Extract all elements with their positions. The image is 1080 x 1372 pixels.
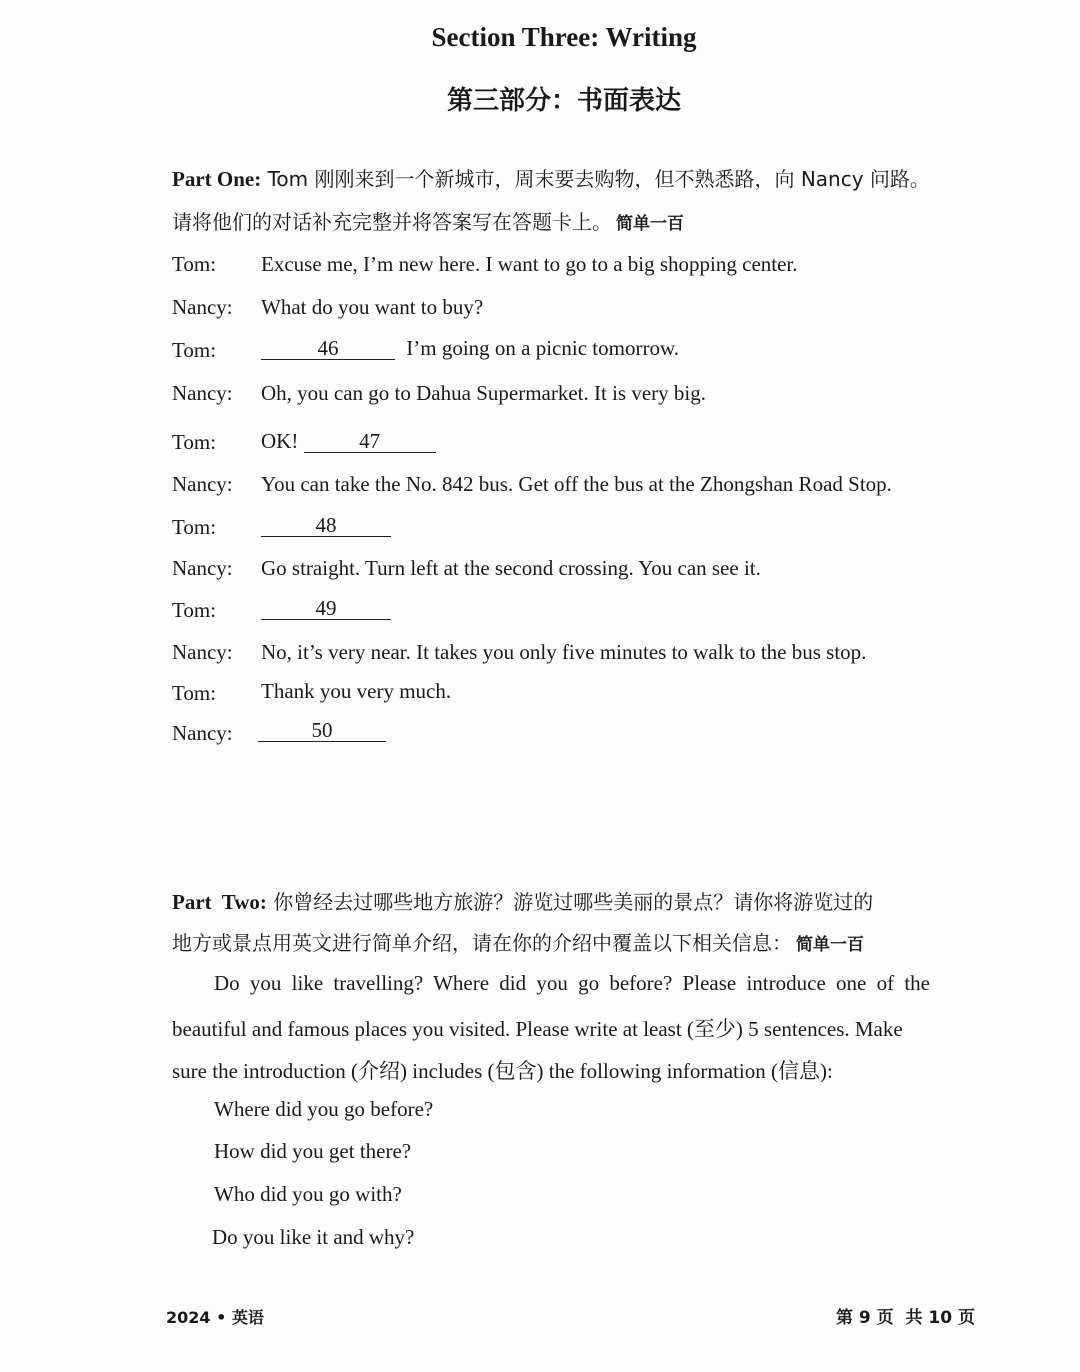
dialogue-text: OK! <box>261 429 304 453</box>
answer-blank-48: 48 <box>261 514 391 537</box>
part-two-intro-line2: 地方或景点用英文进行简单介绍，请在你的介绍中覆盖以下相关信息： <box>172 931 792 955</box>
dialogue-line: You can take the No. 842 bus. Get off the bus at the Zhongshan Road Stop. <box>261 472 892 496</box>
speaker-label: Tom: <box>172 515 217 539</box>
part-two-label: Part Two: <box>172 890 267 914</box>
guide-question: Do you like it and why? <box>212 1225 415 1249</box>
watermark-note: 简单一百 <box>616 214 684 234</box>
section-title: Section Three: Writing <box>431 22 697 52</box>
writing-prompt-line3: sure the introduction (介绍) includes (包含) the following information (信息): <box>172 1059 833 1083</box>
dialogue-text: I’m going on a picnic tomorrow. <box>401 336 679 360</box>
watermark-note: 简单一百 <box>796 935 864 955</box>
dialogue-line <box>258 718 386 743</box>
part-one-intro <box>172 163 930 192</box>
answer-blank-46: 46 <box>261 337 395 360</box>
dialogue-line: No, it’s very near. It takes you only five minutes to walk to the bus stop. <box>261 640 867 664</box>
dialogue-line <box>261 336 679 361</box>
dialogue-line: Thank you very much. <box>261 679 452 703</box>
speaker-label: Nancy: <box>172 640 233 664</box>
part-two-intro-line1: 你曾经去过哪些地方旅游？游览过哪些美丽的景点？请你将游览过的 <box>266 890 874 914</box>
speaker-label: Nancy: <box>172 721 233 745</box>
writing-prompt-line1: Do you like travelling? Where did you go before? Please introduce one of the <box>214 971 930 995</box>
dialogue-line <box>261 513 391 538</box>
speaker-label: Nancy: <box>172 381 233 405</box>
speaker-label: Tom: <box>172 430 217 454</box>
part-one-label: Part One: <box>172 167 262 191</box>
answer-blank-50: 50 <box>258 719 386 742</box>
writing-prompt-line2: beautiful and famous places you visited. Please write at least (至少) 5 sentences. Make <box>172 1017 903 1041</box>
part-one-intro-2 <box>172 206 684 235</box>
part-one-intro-line1: Tom 刚刚来到一个新城市，周末要去购物，但不熟悉路，向 Nancy 问路。 <box>261 167 930 191</box>
dialogue-line <box>261 429 436 454</box>
speaker-label: Tom: <box>172 681 217 705</box>
speaker-label: Nancy: <box>172 556 233 580</box>
part-one-intro-line2: 请将他们的对话补充完整并将答案写在答题卡上。 <box>172 210 612 234</box>
dialogue-line: Oh, you can go to Dahua Supermarket. It is very big. <box>261 381 706 405</box>
speaker-label: Nancy: <box>172 295 233 319</box>
guide-question: Where did you go before? <box>214 1097 434 1121</box>
answer-blank-49: 49 <box>261 597 391 620</box>
part-two-intro-2 <box>172 927 864 956</box>
speaker-label: Tom: <box>172 338 217 362</box>
footer-page-number: 第 9 页 共 10 页 <box>836 1308 975 1328</box>
speaker-label: Nancy: <box>172 472 233 496</box>
section-title-chinese: 第三部分：书面表达 <box>446 86 681 116</box>
speaker-label: Tom: <box>172 252 217 276</box>
dialogue-line: What do you want to buy? <box>261 295 484 319</box>
part-two-intro <box>172 886 873 915</box>
guide-question: How did you get there? <box>214 1139 412 1163</box>
dialogue-line: Go straight. Turn left at the second crossing. You can see it. <box>261 556 761 580</box>
dialogue-line <box>261 596 391 621</box>
guide-question: Who did you go with? <box>214 1182 402 1206</box>
speaker-label: Tom: <box>172 598 217 622</box>
answer-blank-47: 47 <box>304 430 436 453</box>
dialogue-line: Excuse me, I’m new here. I want to go to a big shopping center. <box>261 252 798 276</box>
footer-year-subject: 2024 • 英语 <box>166 1308 264 1327</box>
